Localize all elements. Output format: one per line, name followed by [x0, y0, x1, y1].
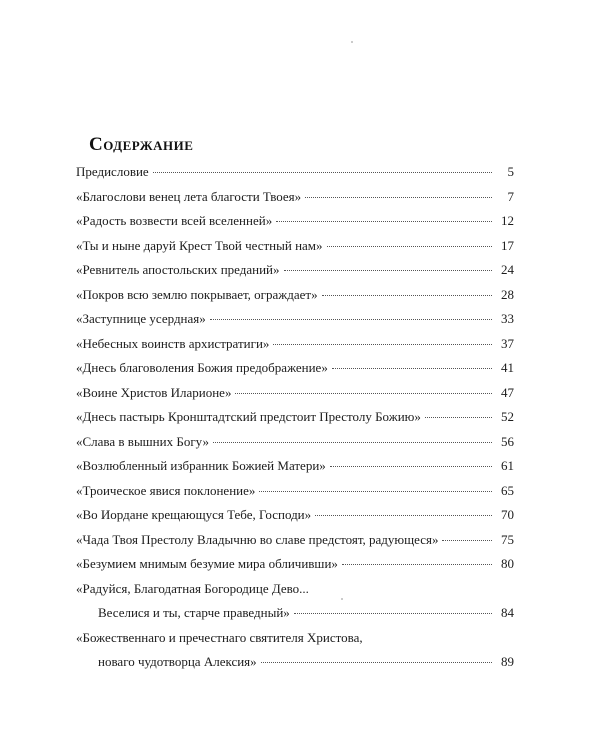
toc-entry-page: 37: [501, 335, 514, 351]
toc-entry[interactable]: [76, 307, 514, 332]
toc-entry-title: «Днесь пастырь Кронштадтский предстоит Престолу Божию»: [76, 409, 421, 424]
toc-entry-page: 65: [501, 482, 514, 498]
toc-entry-page: 12: [501, 213, 514, 228]
toc-entry-title: «Троическое явися поклонение»: [76, 482, 256, 498]
dot-leader: [276, 221, 492, 222]
toc-entry[interactable]: [76, 258, 514, 283]
toc-entry-page: 24: [501, 262, 514, 277]
dot-leader: [342, 564, 492, 565]
toc-entry-second-line[interactable]: [76, 601, 514, 626]
toc-entry-title: «Радость возвести всей вселенней»: [76, 213, 273, 228]
dot-leader: [294, 613, 492, 614]
toc-entry[interactable]: [76, 234, 514, 259]
toc-entry-page: 56: [501, 433, 514, 449]
toc-entry-page: 33: [501, 311, 514, 326]
toc-entry[interactable]: [76, 454, 514, 479]
toc-entry[interactable]: [76, 552, 514, 577]
toc-entry-title: «Радуйся, Благодатная Богородице Дево...: [76, 580, 309, 596]
toc-entry-title: «Безумием мнимым безумие мира обличивши»: [76, 556, 338, 571]
toc-entry-title: «Покров всю землю покрывает, ограждает»: [76, 286, 318, 302]
toc-entry[interactable]: [76, 405, 514, 430]
toc-entry-title: «Во Иордане крещающуся Тебе, Господи»: [76, 507, 312, 522]
toc-entry-title: «Слава в вышних Богу»: [76, 433, 209, 449]
toc-entry-title: «Заступнице усердная»: [76, 311, 206, 326]
dot-leader: [284, 270, 492, 271]
toc-entry-title: «Возлюбленный избранник Божией Матери»: [76, 458, 326, 473]
toc-entry-title: «Ревнитель апостольских преданий»: [76, 262, 280, 277]
dot-leader: [261, 662, 492, 663]
toc-entry-page: 70: [501, 507, 514, 522]
toc-entry[interactable]: [76, 430, 514, 455]
toc-entry-page: 7: [507, 188, 514, 204]
toc-entry-title: «Ты и ныне даруй Крест Твой честный нам»: [76, 237, 323, 253]
dot-leader: [210, 319, 492, 320]
dot-leader: [322, 295, 492, 296]
dot-leader: [273, 344, 492, 345]
toc-entry-page: 52: [501, 409, 514, 424]
dot-leader: [330, 466, 492, 467]
toc-entry[interactable]: [76, 381, 514, 406]
toc-entry-title: «Небесных воинств архистратиги»: [76, 335, 270, 351]
toc-entry-title: «Воине Христов Иларионе»: [76, 384, 232, 400]
toc-entry[interactable]: [76, 503, 514, 528]
toc-entry-title: Веселися и ты, старче праведный»: [98, 605, 290, 620]
toc-entry-page: 47: [501, 384, 514, 400]
toc-entry-page: 5: [507, 164, 514, 179]
toc-entry-title: новаго чудотворца Алексия»: [98, 654, 257, 669]
dot-leader: [259, 491, 492, 492]
dot-leader: [305, 197, 492, 198]
toc-entry[interactable]: [76, 160, 514, 185]
toc-entry-first-line[interactable]: [76, 577, 514, 602]
dot-leader: [425, 417, 492, 418]
toc-entry-title: Предисловие: [76, 164, 149, 179]
toc-entry-first-line[interactable]: [76, 626, 514, 651]
dot-leader: [332, 368, 492, 369]
toc-entry-title: «Божественнаго и пречестнаго святителя Христова,: [76, 629, 363, 645]
dot-leader: [315, 515, 492, 516]
toc-entry[interactable]: [76, 528, 514, 553]
dot-leader: [213, 442, 492, 443]
table-of-contents: [76, 160, 514, 675]
toc-entry-page: 80: [501, 556, 514, 571]
toc-entry-page: 89: [501, 654, 514, 669]
dot-leader: [235, 393, 492, 394]
dot-leader: [153, 172, 492, 173]
dot-leader: [327, 246, 492, 247]
toc-entry-page: 61: [501, 458, 514, 473]
toc-entry[interactable]: [76, 356, 514, 381]
toc-entry[interactable]: [76, 332, 514, 357]
toc-entry[interactable]: [76, 209, 514, 234]
dot-leader: [442, 540, 492, 541]
toc-entry[interactable]: [76, 185, 514, 210]
toc-entry-title: «Благослови венец лета благости Твоея»: [76, 188, 302, 204]
toc-entry-title: «Чада Твоя Престолу Владычню во славе предстоят, радующеся»: [76, 531, 439, 547]
toc-entry[interactable]: [76, 479, 514, 504]
toc-entry-title: «Днесь благоволения Божия предображение»: [76, 360, 328, 375]
toc-entry-page: 28: [501, 286, 514, 302]
toc-entry[interactable]: [76, 283, 514, 308]
paper-speck: [351, 41, 353, 43]
toc-entry-page: 17: [501, 237, 514, 253]
toc-entry-second-line[interactable]: [76, 650, 514, 675]
toc-entry-page: 84: [501, 605, 514, 620]
page-title: Содержание: [89, 134, 194, 155]
toc-entry-page: 75: [501, 531, 514, 547]
toc-entry-page: 41: [501, 360, 514, 375]
